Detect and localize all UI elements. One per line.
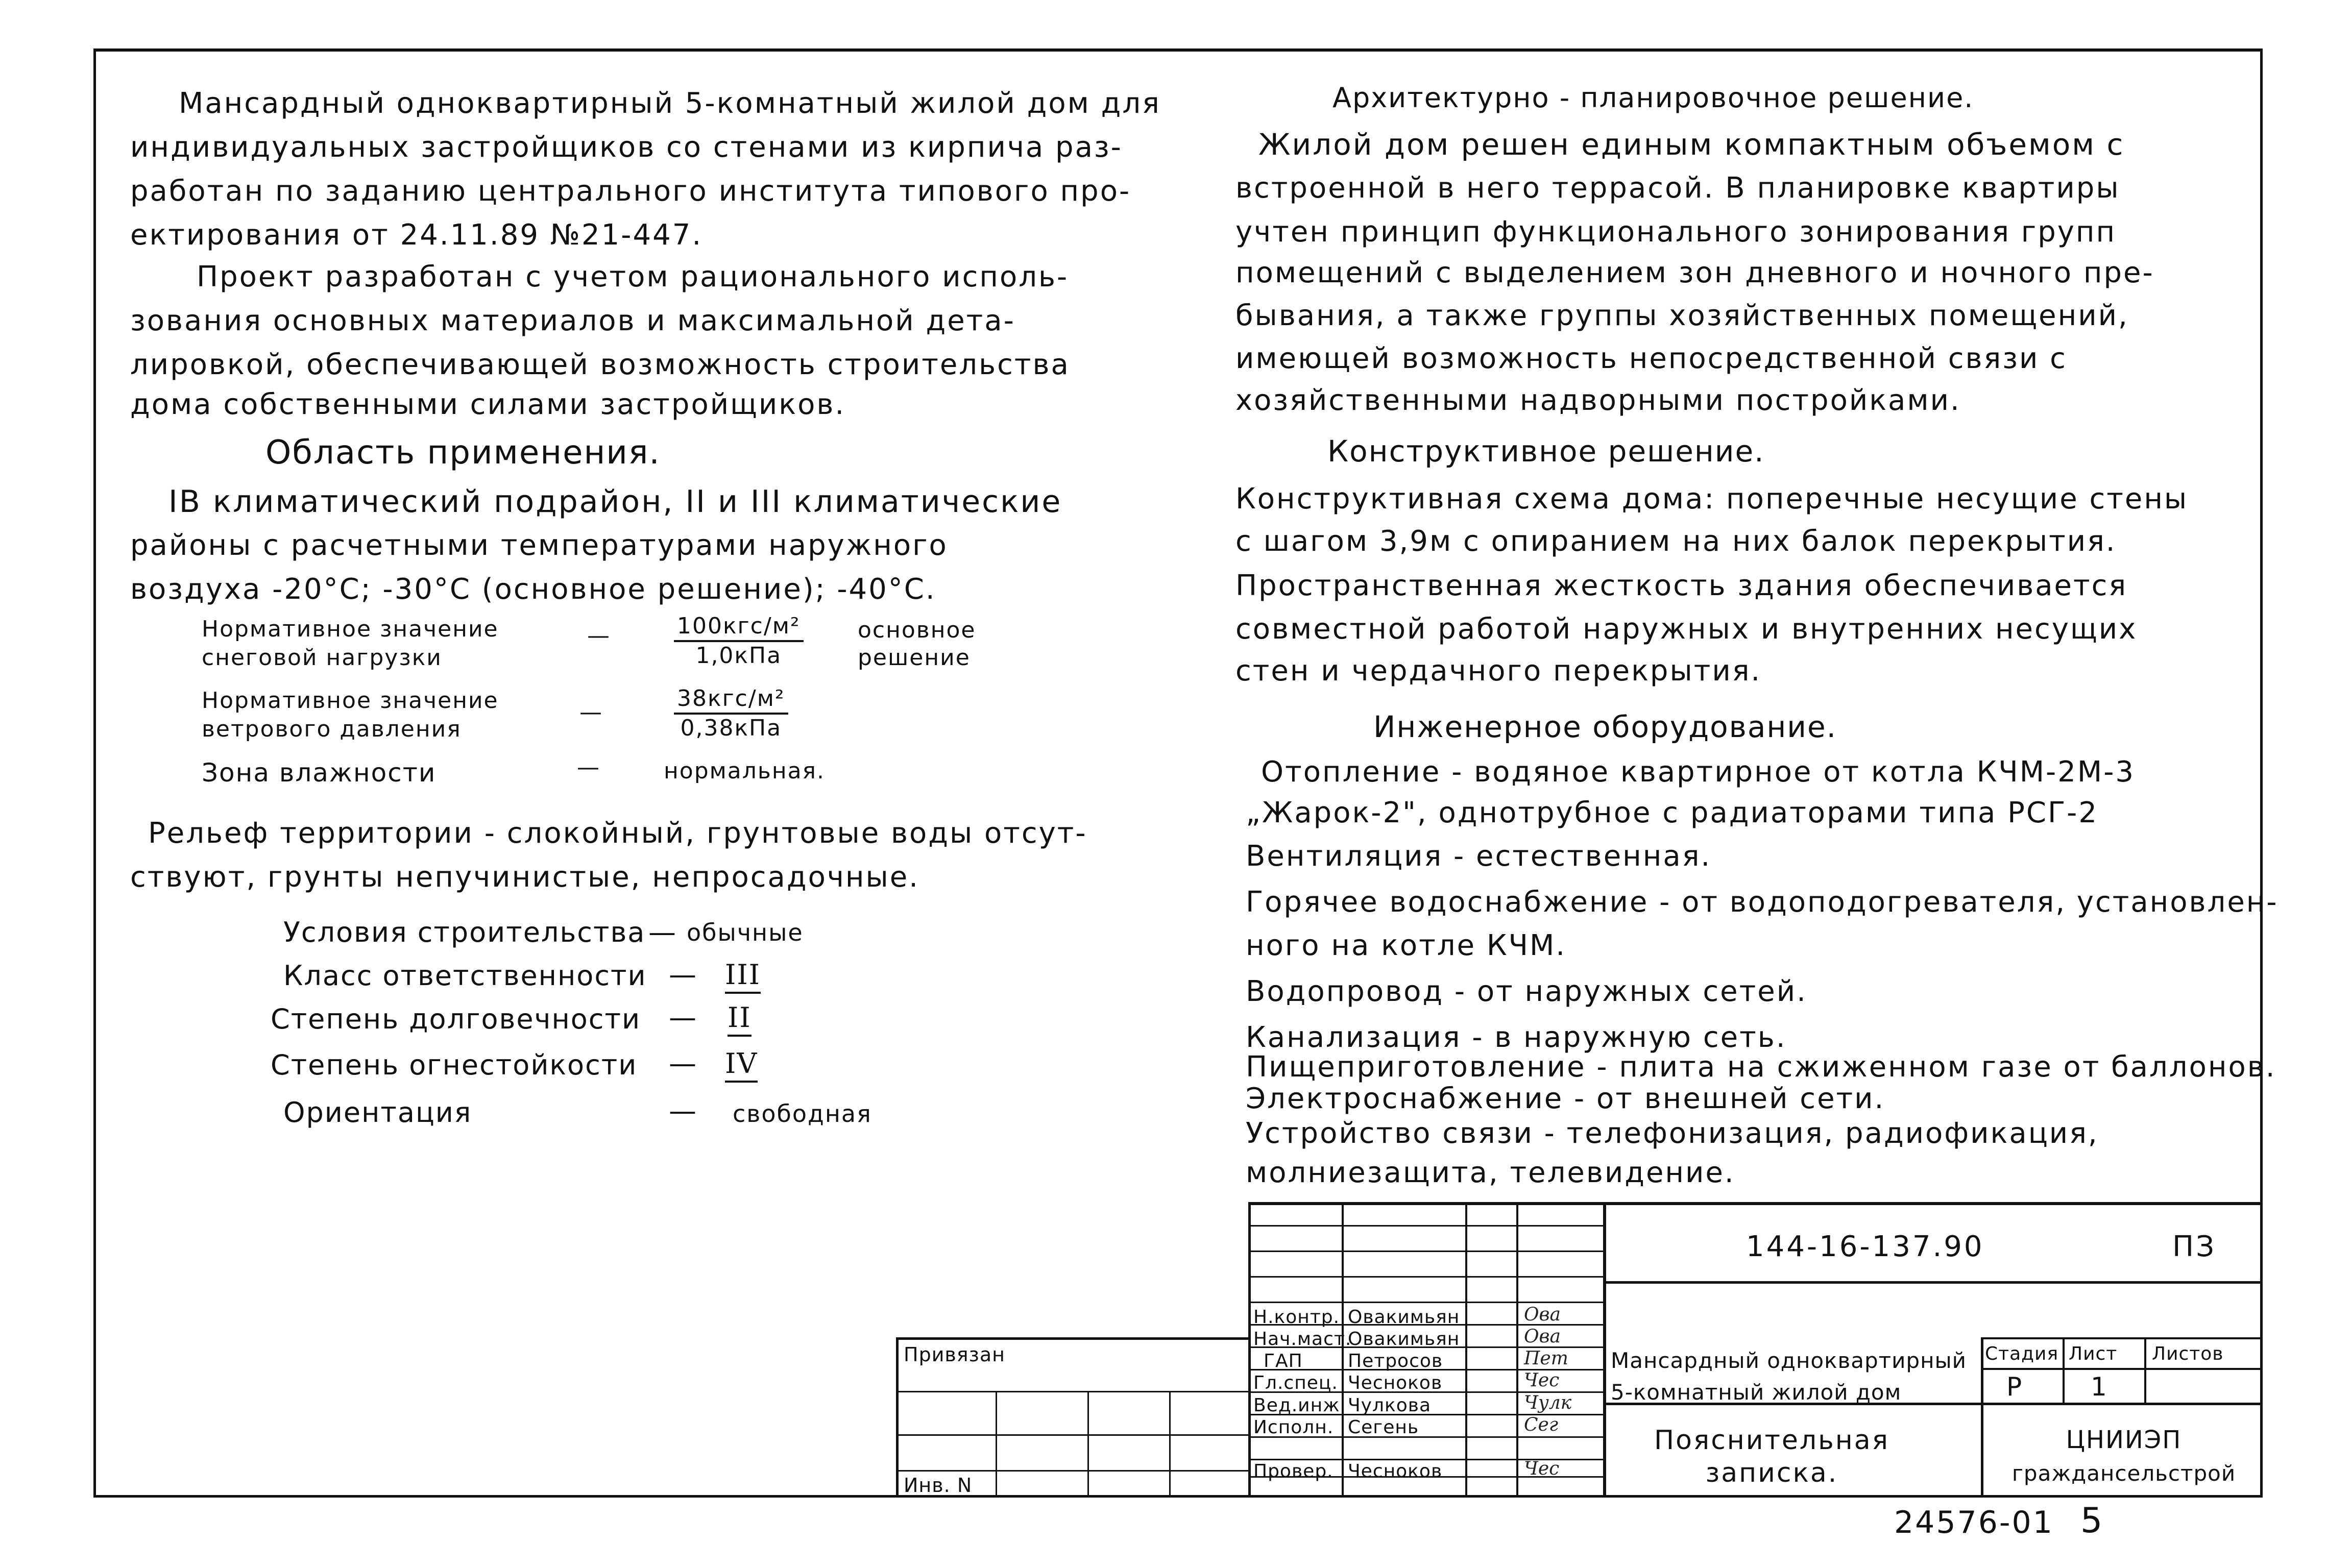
relief-line: Рельеф территории - слокойный, грунтовые воды отсут- [148, 817, 1087, 850]
scope-line: районы с расчетными температурами наружного [130, 529, 948, 562]
tb-code-bottom [1603, 1281, 2263, 1284]
role-name: Петросов [1348, 1351, 1443, 1371]
project-line: зования основных материалов и максимальной дета- [130, 304, 1015, 337]
document-name-line: Пояснительная [1654, 1425, 1889, 1456]
eng-line: Электроснабжение - от внешней сети. [1246, 1082, 1885, 1115]
tb-grid-row [1248, 1276, 1603, 1278]
arch-line: хозяйственными надворными постройками. [1235, 384, 1961, 417]
snow-note [858, 617, 976, 672]
organization-line: ЦНИИЭП [2066, 1426, 2182, 1454]
role-name: Чулкова [1348, 1395, 1432, 1416]
arch-line: встроенной в него террасой. В планировке квартиры [1235, 172, 2120, 205]
stage-value: Р [2006, 1372, 2022, 1402]
eng-line: Вентиляция - естественная. [1246, 840, 1712, 873]
tb-sheet-sep [2144, 1337, 2146, 1404]
project-line: лировкой, обеспечивающей возможность строительства [130, 348, 1070, 381]
condition-value: обычные [687, 919, 804, 946]
role-label: Провер. [1253, 1461, 1334, 1482]
tb-grid-row [1248, 1251, 1603, 1252]
drawing-code: 144-16-137.90 [1746, 1230, 1984, 1263]
eng-line: Горячее водоснабжение - от водоподогревателя, установлен- [1246, 886, 2279, 919]
stamp-inv: Инв. N [904, 1474, 973, 1497]
scope-heading: Область применения. [265, 434, 661, 472]
condition-dash: — [648, 916, 677, 948]
intro-line: ектирования от 24.11.89 №21-447. [130, 218, 703, 252]
tb-stage-mid [1981, 1368, 2263, 1370]
condition-dash: — [669, 1047, 697, 1080]
eng-line: Водопровод - от наружных сетей. [1246, 975, 1807, 1008]
constr-line: стен и чердачного перекрытия. [1235, 654, 1762, 688]
role-label: Нач.маст. [1253, 1329, 1352, 1350]
stamp-row [896, 1470, 1248, 1472]
role-name: Овакимьян [1348, 1307, 1460, 1328]
condition-dash: — [669, 1095, 697, 1127]
scope-line: IВ климатический подрайон, II и III климатические [168, 484, 1062, 520]
condition-dash: — [669, 959, 697, 991]
tb-right-divider [1981, 1337, 1983, 1498]
tb-main-divider [1603, 1202, 1606, 1498]
role-name: Сегень [1348, 1417, 1419, 1438]
scope-line: воздуха -20°С; -30°С (основное решение); -40°С. [130, 573, 936, 606]
stamp-left [896, 1337, 899, 1498]
humidity-label: Зона влажности [202, 758, 437, 788]
wind-dash: — [579, 699, 603, 725]
eng-line: Отопление - водяное квартирное от котла КЧМ-2М-3 [1261, 755, 2136, 789]
intro-line: работан по заданию центрального института типового про- [130, 175, 1131, 208]
wind-label [202, 687, 499, 744]
signature: Ова [1524, 1304, 1561, 1325]
wind-numerator: 38кгс/м² [674, 685, 788, 715]
tb-grid-col [1516, 1202, 1518, 1498]
condition-label: Ориентация [283, 1096, 472, 1129]
constr-line: совместной работой наружных и внутренних несущих [1235, 612, 2138, 646]
archive-number: 24576-01 [1894, 1505, 2054, 1540]
snow-numerator: 100кгс/м² [674, 612, 804, 642]
signature: Чулк [1524, 1392, 1572, 1413]
tb-grid-row [1248, 1225, 1603, 1227]
humidity-dash: — [577, 754, 600, 780]
arch-line: учтен принцип функционального зонирования групп [1235, 215, 2117, 249]
tb-stage-sep [2063, 1337, 2065, 1404]
wind-label-line: Нормативное значение [202, 688, 499, 714]
snow-label-line: снеговой нагрузки [202, 645, 442, 671]
sheet-header: Лист [2069, 1343, 2118, 1364]
constr-line: Конструктивная схема дома: поперечные несущие стены [1235, 482, 2189, 516]
constr-line: Пространственная жесткость здания обеспечивается [1235, 569, 2128, 602]
arch-line: помещений с выделением зон дневного и ночного пре- [1235, 256, 2154, 289]
signature: Сег [1524, 1414, 1559, 1435]
stamp-top [896, 1337, 1248, 1340]
snow-label-line: Нормативное значение [202, 616, 499, 642]
relief-line: ствуют, грунты непучинистые, непросадочные. [130, 861, 920, 894]
role-name: Чесноков [1348, 1461, 1443, 1482]
eng-line: Пищеприготовление - плита на сжиженном газе от баллонов. [1246, 1050, 2276, 1084]
eng-heading: Инженерное оборудование. [1373, 709, 1837, 744]
constr-line: с шагом 3,9м с опиранием на них балок перекрытия. [1235, 525, 2117, 558]
snow-note-line: решение [858, 645, 971, 671]
condition-value: II [728, 1001, 752, 1037]
tb-left-line [1248, 1202, 1251, 1498]
stamp-col [996, 1391, 997, 1498]
condition-label: Класс ответственности [283, 960, 647, 992]
tb-stage-top [1981, 1337, 2263, 1339]
role-label: ГАП [1264, 1351, 1303, 1371]
intro-line: Мансардный одноквартирный 5-комнатный жилой дом для [179, 87, 1161, 120]
arch-heading: Архитектурно - планировочное решение. [1332, 82, 1974, 114]
snow-label [202, 615, 499, 672]
tb-grid-col [1342, 1202, 1344, 1498]
signature: Чес [1524, 1458, 1560, 1479]
eng-line: молниезащита, телевидение. [1246, 1156, 1735, 1189]
tb-grid-col [1465, 1202, 1467, 1498]
signature: Ова [1524, 1326, 1561, 1347]
project-title-line: Мансардный одноквартирный [1611, 1348, 1967, 1373]
tb-top-line [1248, 1202, 2263, 1205]
sheet-value: 1 [2091, 1372, 2107, 1402]
eng-line: „Жарок-2", однотрубное с радиаторами типа РСГ-2 [1246, 796, 2098, 829]
snow-denominator: 1,0кПа [695, 643, 782, 669]
stamp-row [896, 1391, 1248, 1392]
constr-heading: Конструктивное решение. [1327, 434, 1765, 469]
condition-label: Степень долговечности [271, 1003, 641, 1035]
role-label: Исполн. [1253, 1417, 1334, 1438]
project-line: дома собственными силами застройщиков. [130, 388, 846, 421]
organization-line: граждансельстрой [2011, 1461, 2236, 1486]
condition-value: IV [725, 1047, 758, 1083]
role-label: Н.контр. [1253, 1307, 1340, 1328]
humidity-value: нормальная. [664, 758, 826, 784]
condition-dash: — [669, 1001, 697, 1034]
arch-line: имеющей возможность непосредственной связи с [1235, 342, 2067, 375]
document-name [1654, 1424, 1889, 1489]
page-number: 5 [2080, 1501, 2103, 1541]
arch-line: бывания, а также группы хозяйственных помещений, [1235, 299, 2129, 332]
stage-header: Стадия [1985, 1343, 2059, 1364]
project-title [1611, 1345, 1967, 1408]
sheets-header: Листов [2152, 1343, 2224, 1364]
role-name: Чесноков [1348, 1373, 1443, 1393]
eng-line: Канализация - в наружную сеть. [1246, 1021, 1787, 1054]
tb-grid-row [1248, 1302, 1603, 1303]
wind-label-line: ветрового давления [202, 716, 462, 742]
wind-denominator: 0,38кПа [680, 715, 782, 741]
project-title-line: 5-комнатный жилой дом [1611, 1380, 1902, 1405]
stamp-privyazan: Привязан [904, 1343, 1005, 1366]
eng-line: ного на котле КЧМ. [1246, 929, 1567, 962]
eng-line: Устройство связи - телефонизация, радиофикация, [1246, 1117, 2099, 1150]
arch-line: Жилой дом решен единым компактным объемом с [1258, 127, 2125, 162]
stamp-row [896, 1434, 1248, 1436]
role-label: Гл.спец. [1253, 1373, 1338, 1393]
wind-value [674, 685, 788, 742]
project-line: Проект разработан с учетом рационального исполь- [197, 260, 1069, 293]
role-name: Овакимьян [1348, 1329, 1460, 1350]
condition-label: Степень огнестойкости [271, 1049, 638, 1081]
role-label: Вед.инж. [1253, 1395, 1346, 1416]
stamp-col [1169, 1391, 1171, 1498]
snow-dash: — [587, 623, 611, 649]
intro-line: индивидуальных застройщиков со стенами из кирпича раз- [130, 131, 1123, 164]
condition-value: свободная [733, 1100, 872, 1128]
organization [1986, 1423, 2262, 1490]
signature: Чес [1524, 1370, 1560, 1391]
snow-value [674, 612, 804, 670]
snow-note-line: основное [858, 617, 976, 643]
stamp-col [1087, 1391, 1089, 1498]
signature: Пет [1524, 1348, 1568, 1369]
sheet-mark: ПЗ [2172, 1230, 2217, 1263]
condition-label: Условия строительства [283, 916, 646, 948]
document-name-line: записка. [1705, 1458, 1838, 1488]
condition-value: III [725, 959, 761, 994]
